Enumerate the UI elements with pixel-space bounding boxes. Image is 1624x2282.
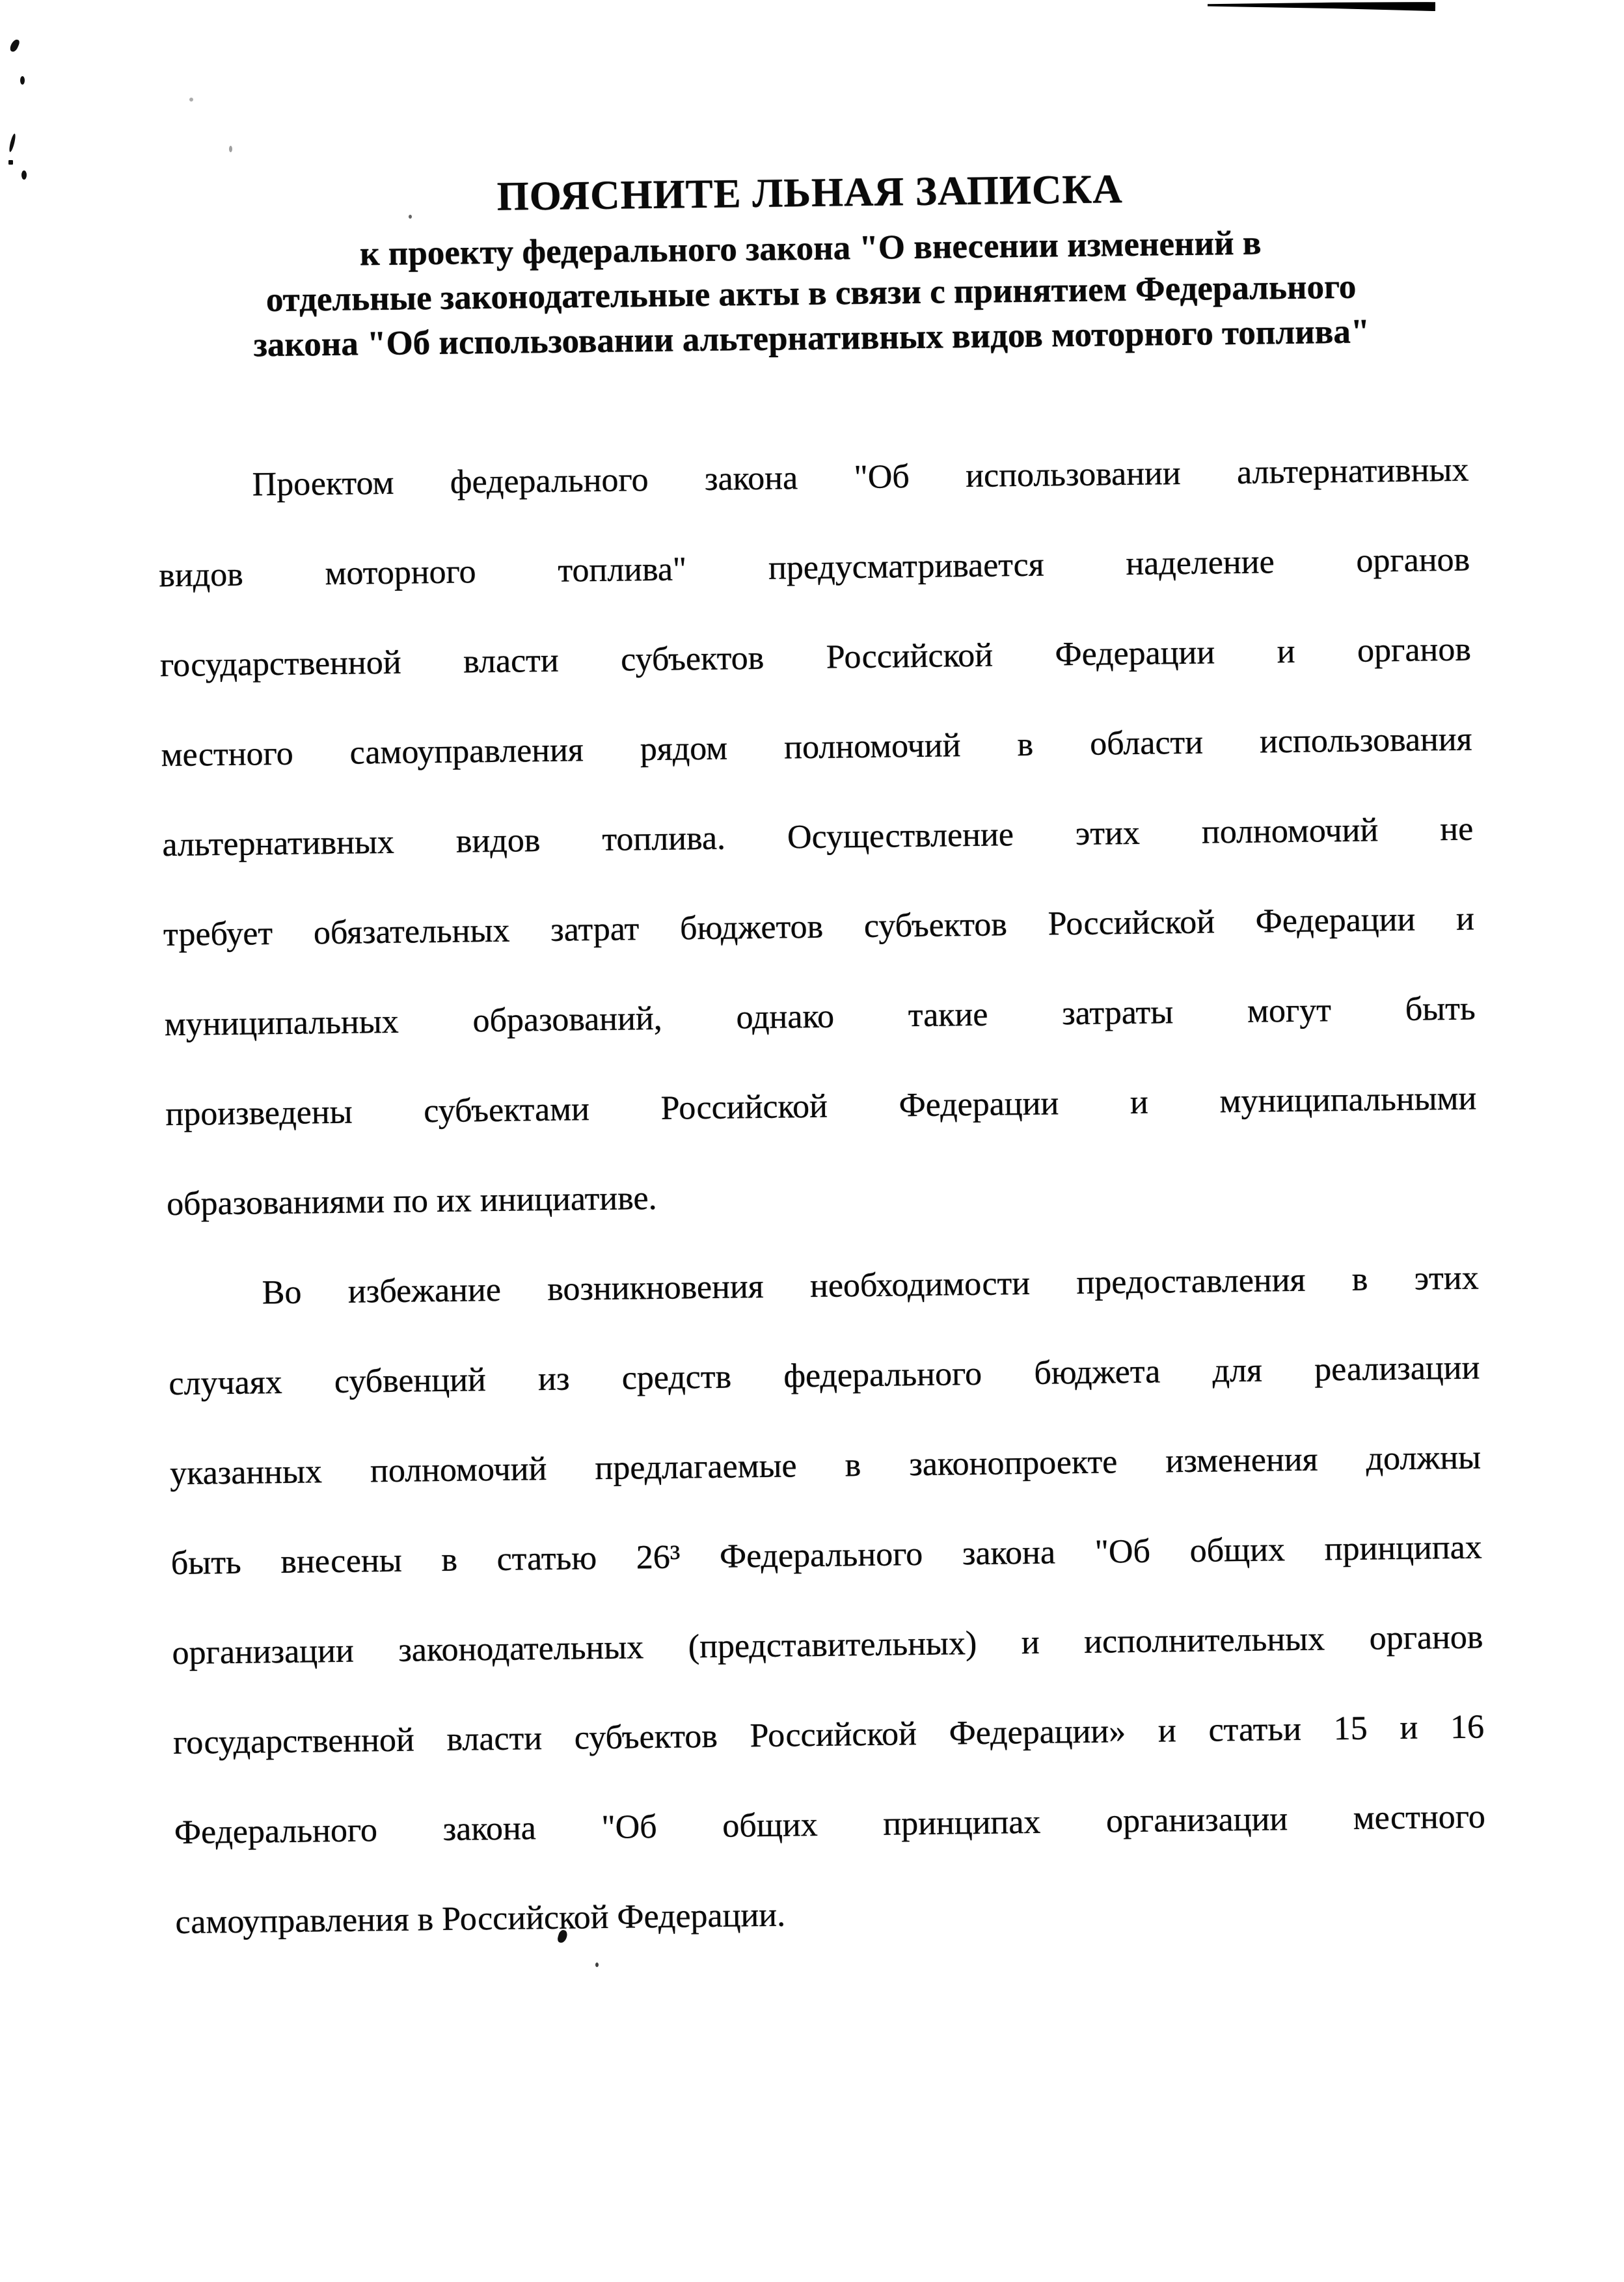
- body-text-line: указанных полномочий предлагаемые в законопроекте изменения должны: [169, 1439, 1482, 1493]
- body-text-line: альтернативных видов топлива. Осуществление этих полномочий не: [162, 810, 1474, 864]
- body-text-line: местного самоуправления рядом полномочий в области использования: [161, 720, 1472, 774]
- document-title: ПОЯСНИТЕ ЛЬНАЯ ЗАПИСКА: [496, 166, 1124, 219]
- body-text-line: произведены субъектами Российской Федерации и муниципальными: [165, 1080, 1477, 1134]
- subtitle-line: отдельные законодательные акты в связи с принятием Федерального: [265, 267, 1357, 319]
- subtitle-line: к проекту федерального закона "О внесении изменений в: [359, 224, 1262, 273]
- body-text-line: быть внесены в статью 26³ Федерального закона "Об общих принципах: [170, 1528, 1483, 1582]
- body-text-line: образованиями по их инициативе.: [166, 1179, 657, 1223]
- body-text-line: требует обязательных затрат бюджетов субъектов Российской Федерации и: [163, 900, 1475, 954]
- body-text-line: самоуправления в Российской Федерации.: [175, 1896, 786, 1942]
- body-text-line: случаях субвенций из средств федерального бюджета для реализации: [169, 1349, 1480, 1403]
- subtitle-line: закона "Об использовании альтернативных видов моторного топлива": [253, 312, 1370, 364]
- body-text-line: Проектом федерального закона "Об использовании альтернативных: [252, 451, 1469, 504]
- body-text-line: Федерального закона "Об общих принципах организации местного: [174, 1798, 1486, 1852]
- document-body: [157, 426, 1487, 1968]
- body-text-line: муниципальных образований, однако такие затраты могут быть: [164, 990, 1476, 1044]
- body-text-line: видов моторного топлива" предусматривается наделение органов: [158, 541, 1470, 595]
- document-subtitle: [155, 219, 1467, 370]
- body-text-line: государственной власти субъектов Российской Федерации» и статьи 15 и 16: [172, 1708, 1485, 1762]
- body-text-line: организации законодательных (представительных) и исполнительных органов: [172, 1618, 1483, 1672]
- document-header: [154, 160, 1467, 370]
- body-text-line: государственной власти субъектов Российской Федерации и органов: [159, 631, 1472, 685]
- body-text-line: Во избежание возникновения необходимости предоставления в этих: [262, 1259, 1479, 1312]
